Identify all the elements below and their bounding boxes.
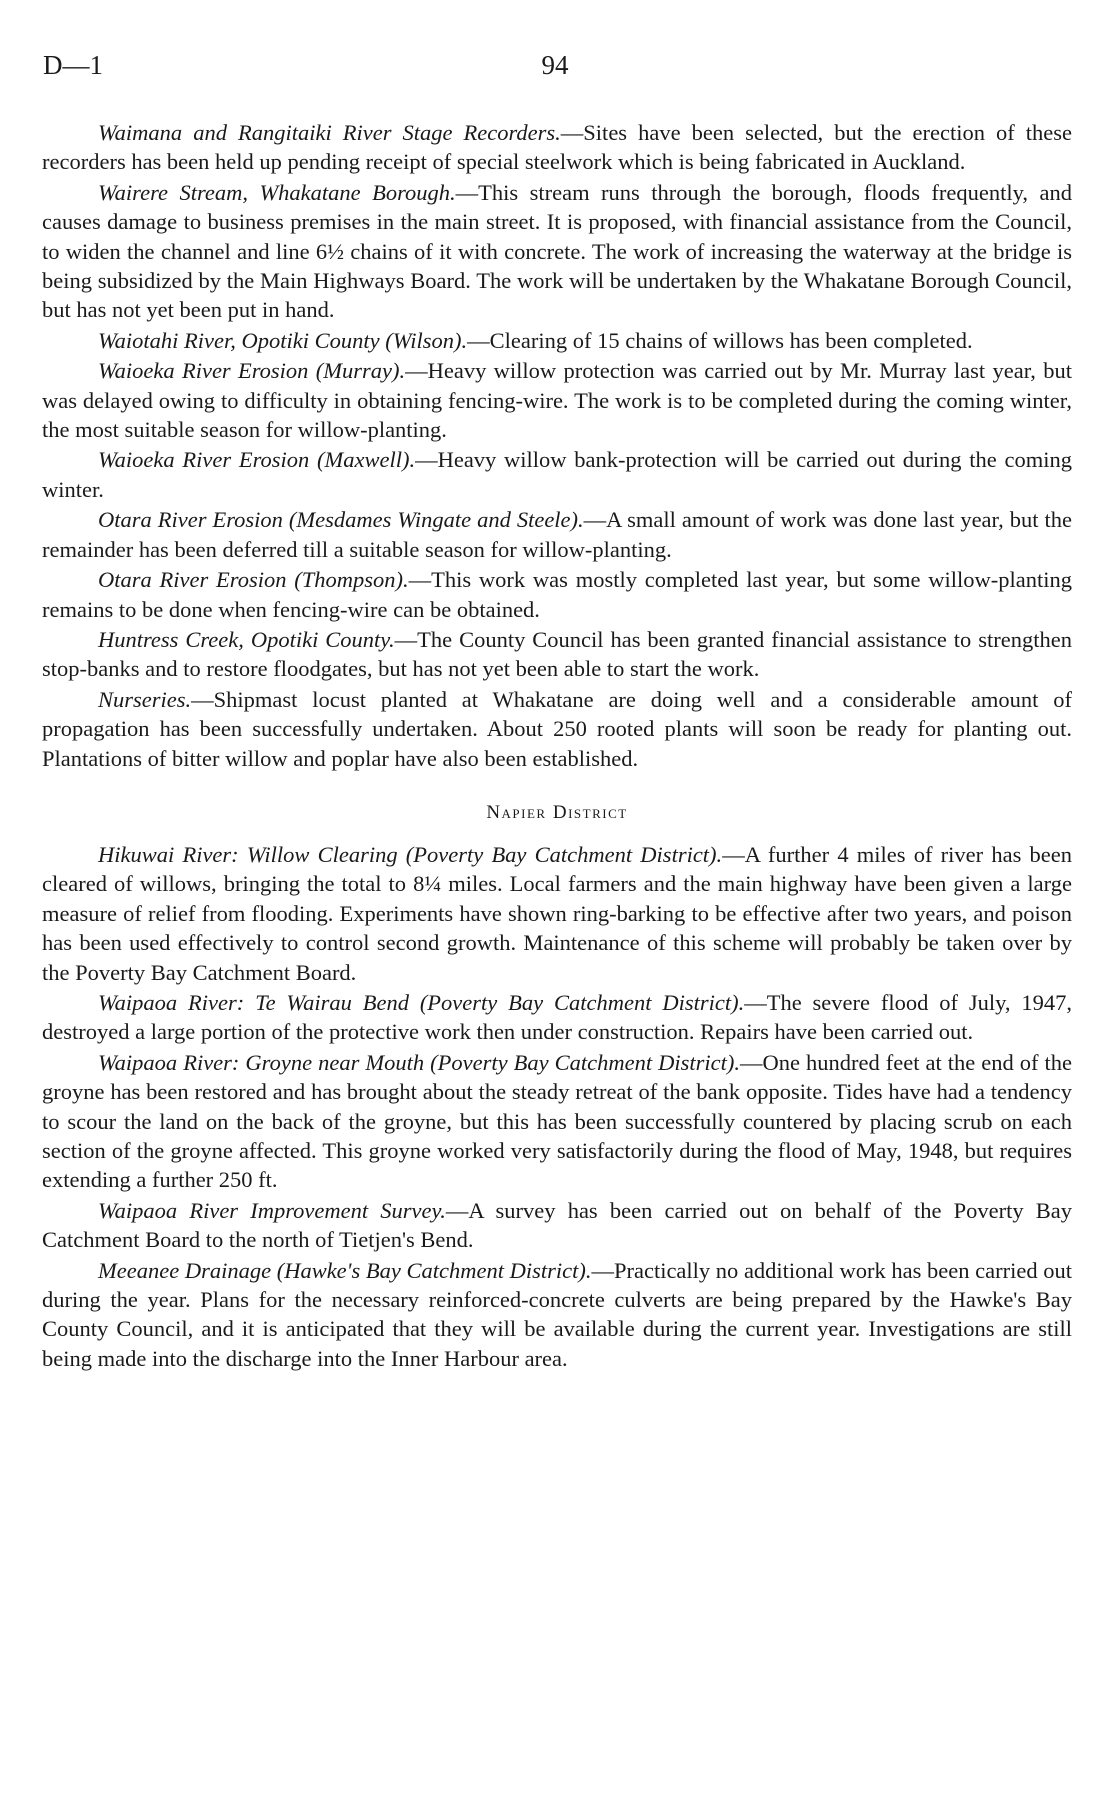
paragraph-heading: Waipaoa River Improvement Survey.	[98, 1197, 446, 1223]
paragraph-text: —Clearing of 15 chains of willows has been completed.	[467, 327, 973, 353]
paragraph-text: —A small amount of work was done last year, but the remainder has been deferred till a suitable season for willow-planting.	[42, 507, 1072, 562]
paragraph-waioeka-maxwell	[42, 445, 1072, 504]
paragraph-waioeka-murray	[42, 356, 1072, 444]
paragraph-meeanee-drainage	[42, 1256, 1072, 1374]
section-heading-napier-district: Napier District	[486, 801, 628, 823]
paragraph-heading: Otara River Erosion (Mesdames Wingate and Steele).	[98, 507, 584, 533]
paragraph-heading: Hikuwai River: Willow Clearing (Poverty Bay Catchment District).	[98, 841, 723, 867]
paragraph-heading: Waioeka River Erosion (Murray).	[98, 358, 406, 384]
paragraph-text: —Heavy willow bank-protection will be carried out during the coming winter.	[42, 447, 1072, 502]
paragraph-heading: Meeanee Drainage (Hawke's Bay Catchment District).	[98, 1257, 592, 1283]
paragraph-wairere-stream	[42, 178, 1072, 325]
paragraph-heading: Wairere Stream, Whakatane Borough.	[98, 179, 456, 205]
paragraph-heading: Waioeka River Erosion (Maxwell).	[98, 447, 416, 473]
paragraph-waipaoa-te-wairau-bend	[42, 988, 1072, 1047]
paragraph-text: —One hundred feet at the end of the groyne has been restored and has brought about the steady retreat of the bank opposite. Tides have had a tendency to scour the land on the back of the groyne, but this has been successfully countered by placing scrub on each section of the groyne affected. This groyne worked very satisfactorily during the flood of May, 1948, but requires extending a further 250 ft.	[42, 1049, 1073, 1193]
paragraph-text: —The County Council has been granted financial assistance to strengthen stop-banks and to restore floodgates, but has not yet been able to start the work.	[42, 626, 1072, 682]
paragraph-text: —A survey has been carried out on behalf of the Poverty Bay Catchment Board to the north of Tietjen's Bend.	[42, 1197, 1073, 1253]
paragraph-text: —This work was mostly completed last year, but some willow-planting remains to be done when fencing-wire can be obtained.	[42, 567, 1072, 622]
paragraph-otara-wingate-steele	[42, 505, 1072, 564]
paragraph-text: —This stream runs through the borough, floods frequently, and causes damage to business premises in the main street. It is proposed, with financial assistance from the Council, to widen the channel and line 6½ chains of it with concrete. The work of increasing the waterway at the bridge is being subsidized by the Main Highways Board. The work will be undertaken by the Whakatane Borough Council, but has not yet been put in hand.	[42, 179, 1072, 323]
paragraph-text: —A further 4 miles of river has been cleared of willows, bringing the total to 8¼ miles. Local farmers and the main highway have been given a large measure of relief from flooding. Experiments have shown ring-barking to be effective after two years, and poison has been used effectively to control second growth. Maintenance of this scheme will probably be taken over by the Poverty Bay Catchment Board.	[42, 841, 1073, 985]
paragraph-waimana-rangitaiki	[42, 118, 1072, 177]
paragraph-text: —Practically no additional work has been carried out during the year. Plans for the necessary reinforced-concrete culverts are being prepared by the Hawke's Bay County Council, and it is anticipated that they will be available during the current year. Investigations are still being made into the discharge into the Inner Harbour area.	[42, 1257, 1072, 1371]
page-reference: D—1	[43, 50, 103, 80]
paragraph-text: —The severe flood of July, 1947, destroyed a large portion of the protective work then under construction. Repairs have been carried out.	[42, 989, 1072, 1045]
paragraph-waipaoa-groyne	[42, 1048, 1072, 1195]
paragraph-huntress-creek	[42, 625, 1072, 684]
paragraph-heading: Otara River Erosion (Thompson).	[98, 567, 409, 593]
paragraph-heading: Waipaoa River: Te Wairau Bend (Poverty Bay Catchment District).	[98, 989, 745, 1015]
page-number: 94	[541, 50, 569, 80]
paragraph-waiotahi-river	[42, 326, 1072, 355]
paragraph-heading: Nurseries.	[98, 686, 192, 712]
paragraph-text: —Heavy willow protection was carried out by Mr. Murray last year, but was delayed owing to difficulty in obtaining fencing-wire. The work is to be completed during the coming winter, the most suitable season for willow-planting.	[42, 358, 1072, 443]
page-header	[40, 50, 1070, 90]
paragraph-text: —Shipmast locust planted at Whakatane are doing well and a considerable amount of propagation has been successfully undertaken. About 250 rooted plants will soon be ready for planting out. Plantations of bitter willow and poplar have also been established.	[42, 686, 1072, 771]
paragraph-heading: Waimana and Rangitaiki River Stage Recorders.	[98, 120, 561, 145]
paragraph-heading: Waiotahi River, Opotiki County (Wilson).	[98, 327, 468, 353]
paragraph-text: —Sites have been selected, but the erection of these recorders has been held up pending receipt of special steelwork which is being fabricated in Auckland.	[42, 120, 1072, 175]
paragraph-heading: Waipaoa River: Groyne near Mouth (Poverty Bay Catchment District).	[98, 1049, 740, 1075]
paragraph-hikuwai-river	[42, 840, 1072, 987]
page-body	[42, 118, 1072, 1374]
paragraph-waipaoa-survey	[42, 1196, 1072, 1255]
paragraph-heading: Huntress Creek, Opotiki County.	[98, 626, 395, 652]
paragraph-otara-thompson	[42, 565, 1072, 624]
paragraph-nurseries	[42, 685, 1072, 773]
